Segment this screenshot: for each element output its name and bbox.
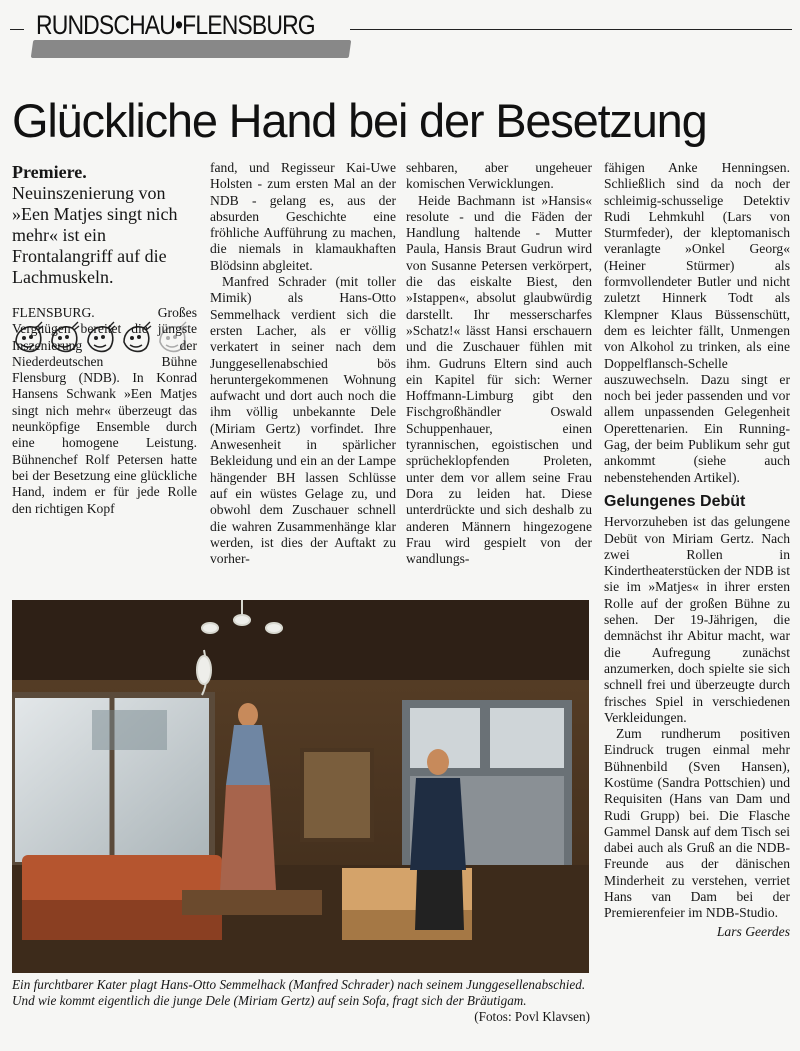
article-column-4 xyxy=(604,160,790,940)
masthead-rule xyxy=(350,29,792,30)
section-underline-band xyxy=(31,40,352,58)
body-paragraph: Manfred Schrader (mit toller Mimik) als Hans-Otto Semmelhack verdient sich die ersten Lacher, als er völlig verkatert in seiner nach dem Junggesellenabschied bös heruntergekommenen Wohnung aufwacht und dort auch noch die ihm völlig unbekannte Dele (Miriam Gertz) vorfindet. Ihre Anwesenheit in spärlicher Bekleidung und ein an der Lampe hängender BH lassen Schlüsse auf ein wüstes Gelage zu, und obwohl dem Zuschauer schnell die wahren Zusammenhänge klar werden, ist dies der Auftakt zu vorher- xyxy=(210,274,396,567)
photo-credit: (Fotos: Povl Klavsen) xyxy=(474,1009,590,1024)
stage-photo-image xyxy=(12,600,589,973)
lead-kicker: Premiere. xyxy=(12,162,87,182)
caption-text: Ein furchtbarer Kater plagt Hans-Otto Semmelhack (Manfred Schrader) nach seinem Junggesellenabschied. Und wie kommt eigentlich die junge Dele (Miriam Gertz) auf sein Sofa, fragt sich der Bräutigam. xyxy=(12,977,586,1008)
body-paragraph: Zum rundherum positiven Eindruck trugen einmal mehr Bühnenbild (Sven Hansen), Kostüme (Sandra Pottschien) und Requisiten (Hans van Dam und Rudi Grupp) bei. Die Flasche Gammel Dansk auf dem Tisch sei dabei auch als Gruß an die NDB-Freunde aus der dänischen Minderheit zu verstehen, verriet Hans van Dam bei der Premierenfeier im NDB-Studio. xyxy=(604,726,790,921)
lead-text: Neuinszenierung von »Een Matjes singt nich mehr« ist ein Frontalangriff auf die Lachmuskeln. xyxy=(12,183,178,287)
article-column-2 xyxy=(210,160,396,567)
body-paragraph: Heide Bachmann ist »Hansis« resolute - und die Fäden der Handlung haltende - Mutter Paula, Hansis Braut Gudrun wird von Susanne Petersen verkörpert, die das eiskalte Biest, den »Istappen«, absolut glaubwürdig darstellt. Ihr messerscharfes »Schatz!« lässt Hansi erschauern und die Zuschauer fühlen mit ihm. Gudruns Eltern sind auch ein Kapitel für sich: Werner Hoffmann-Limburg gibt den Fischgroßhändler Oswald Schuppenhauer, einen tyrannischen, egoistischen und sprücheklopfenden Proleten, unter dem vor allem seine Frau Dora zu leiden hat. Diese unterdrückte und sich deshalb zu anderen Männern hingezogene Frau wird gespielt von der wandlungs- xyxy=(406,192,592,567)
section-title: RUNDSCHAU•FLENSBURG xyxy=(36,10,315,40)
stage-photo xyxy=(12,600,589,973)
article-column-1 xyxy=(12,305,197,517)
lead-paragraph xyxy=(12,162,192,288)
subheading: Gelungenes Debüt xyxy=(604,492,746,510)
body-paragraph: FLENSBURG. Großes Vergnügen bereitet die jüngste Inszenierung der Niederdeutschen Bühne Flensburg (NDB). In Konrad Hansens Schwank »Een Matjes singt nich mehr« überzeugt das neunköpfige Ensemble durch eine homogene Leistung. Bühnenchef Rolf Petersen hatte bei der Besetzung eine glückliche Hand, indem er für jede Rolle den richtigen Kopf xyxy=(12,305,197,516)
article-column-3 xyxy=(406,160,592,567)
headline: Glückliche Hand bei der Besetzung xyxy=(12,94,707,147)
photo-caption xyxy=(12,977,590,1025)
body-paragraph: Hervorzuheben ist das gelungene Debüt von Miriam Gertz. Nach zwei Rollen in Kindertheaterstücken der NDB ist sie im »Matjes« in ihrer ersten Rolle auf der großen Bühne zu sehen. Der 19-Jährigen, die demnächst ihr Abitur macht, war die Aufregung zunächst anzumerken, doch spielte sie sich schnell frei und überzeugte durch frisches Spiel in verschiedenen Verkleidungen. xyxy=(604,514,790,725)
masthead-dash xyxy=(10,29,24,30)
body-paragraph: fand, und Regisseur Kai-Uwe Holsten - zum ersten Mal an der NDB - gelang es, aus der absurden Geschichte eine fröhliche Aufführung zu machen, die niemals in klamaukhaften Blödsinn abgleitet. xyxy=(210,160,396,273)
body-paragraph: sehbaren, aber ungeheuer komischen Verwicklungen. xyxy=(406,160,592,192)
author-byline: Lars Geerdes xyxy=(716,923,790,939)
body-paragraph: fähigen Anke Henningsen. Schließlich sind da noch der schleimig-schusselige Detektiv Rudi Lehmkuhl (Lars von Sturmfeder), der kleptomanisch veranlagte »Onkel Georg« (Heiner Stürmer) als formvollendeter Butler und nicht zuletzt Hinnerk Todt als Klempner Klaus Büssenschütt, dem es leichter fällt, Unmengen von Alkohol zu trinken, als eine Doppelflansch-Schelle auszuwechseln. Dazu singt er noch bei jeder passenden und vor allem unpassenden Gelegenheit Operettenarien. Ein Running-Gag, der beim Publikum sehr gut ankommt (siehe auch nebenstehenden Artikel). xyxy=(604,160,790,485)
